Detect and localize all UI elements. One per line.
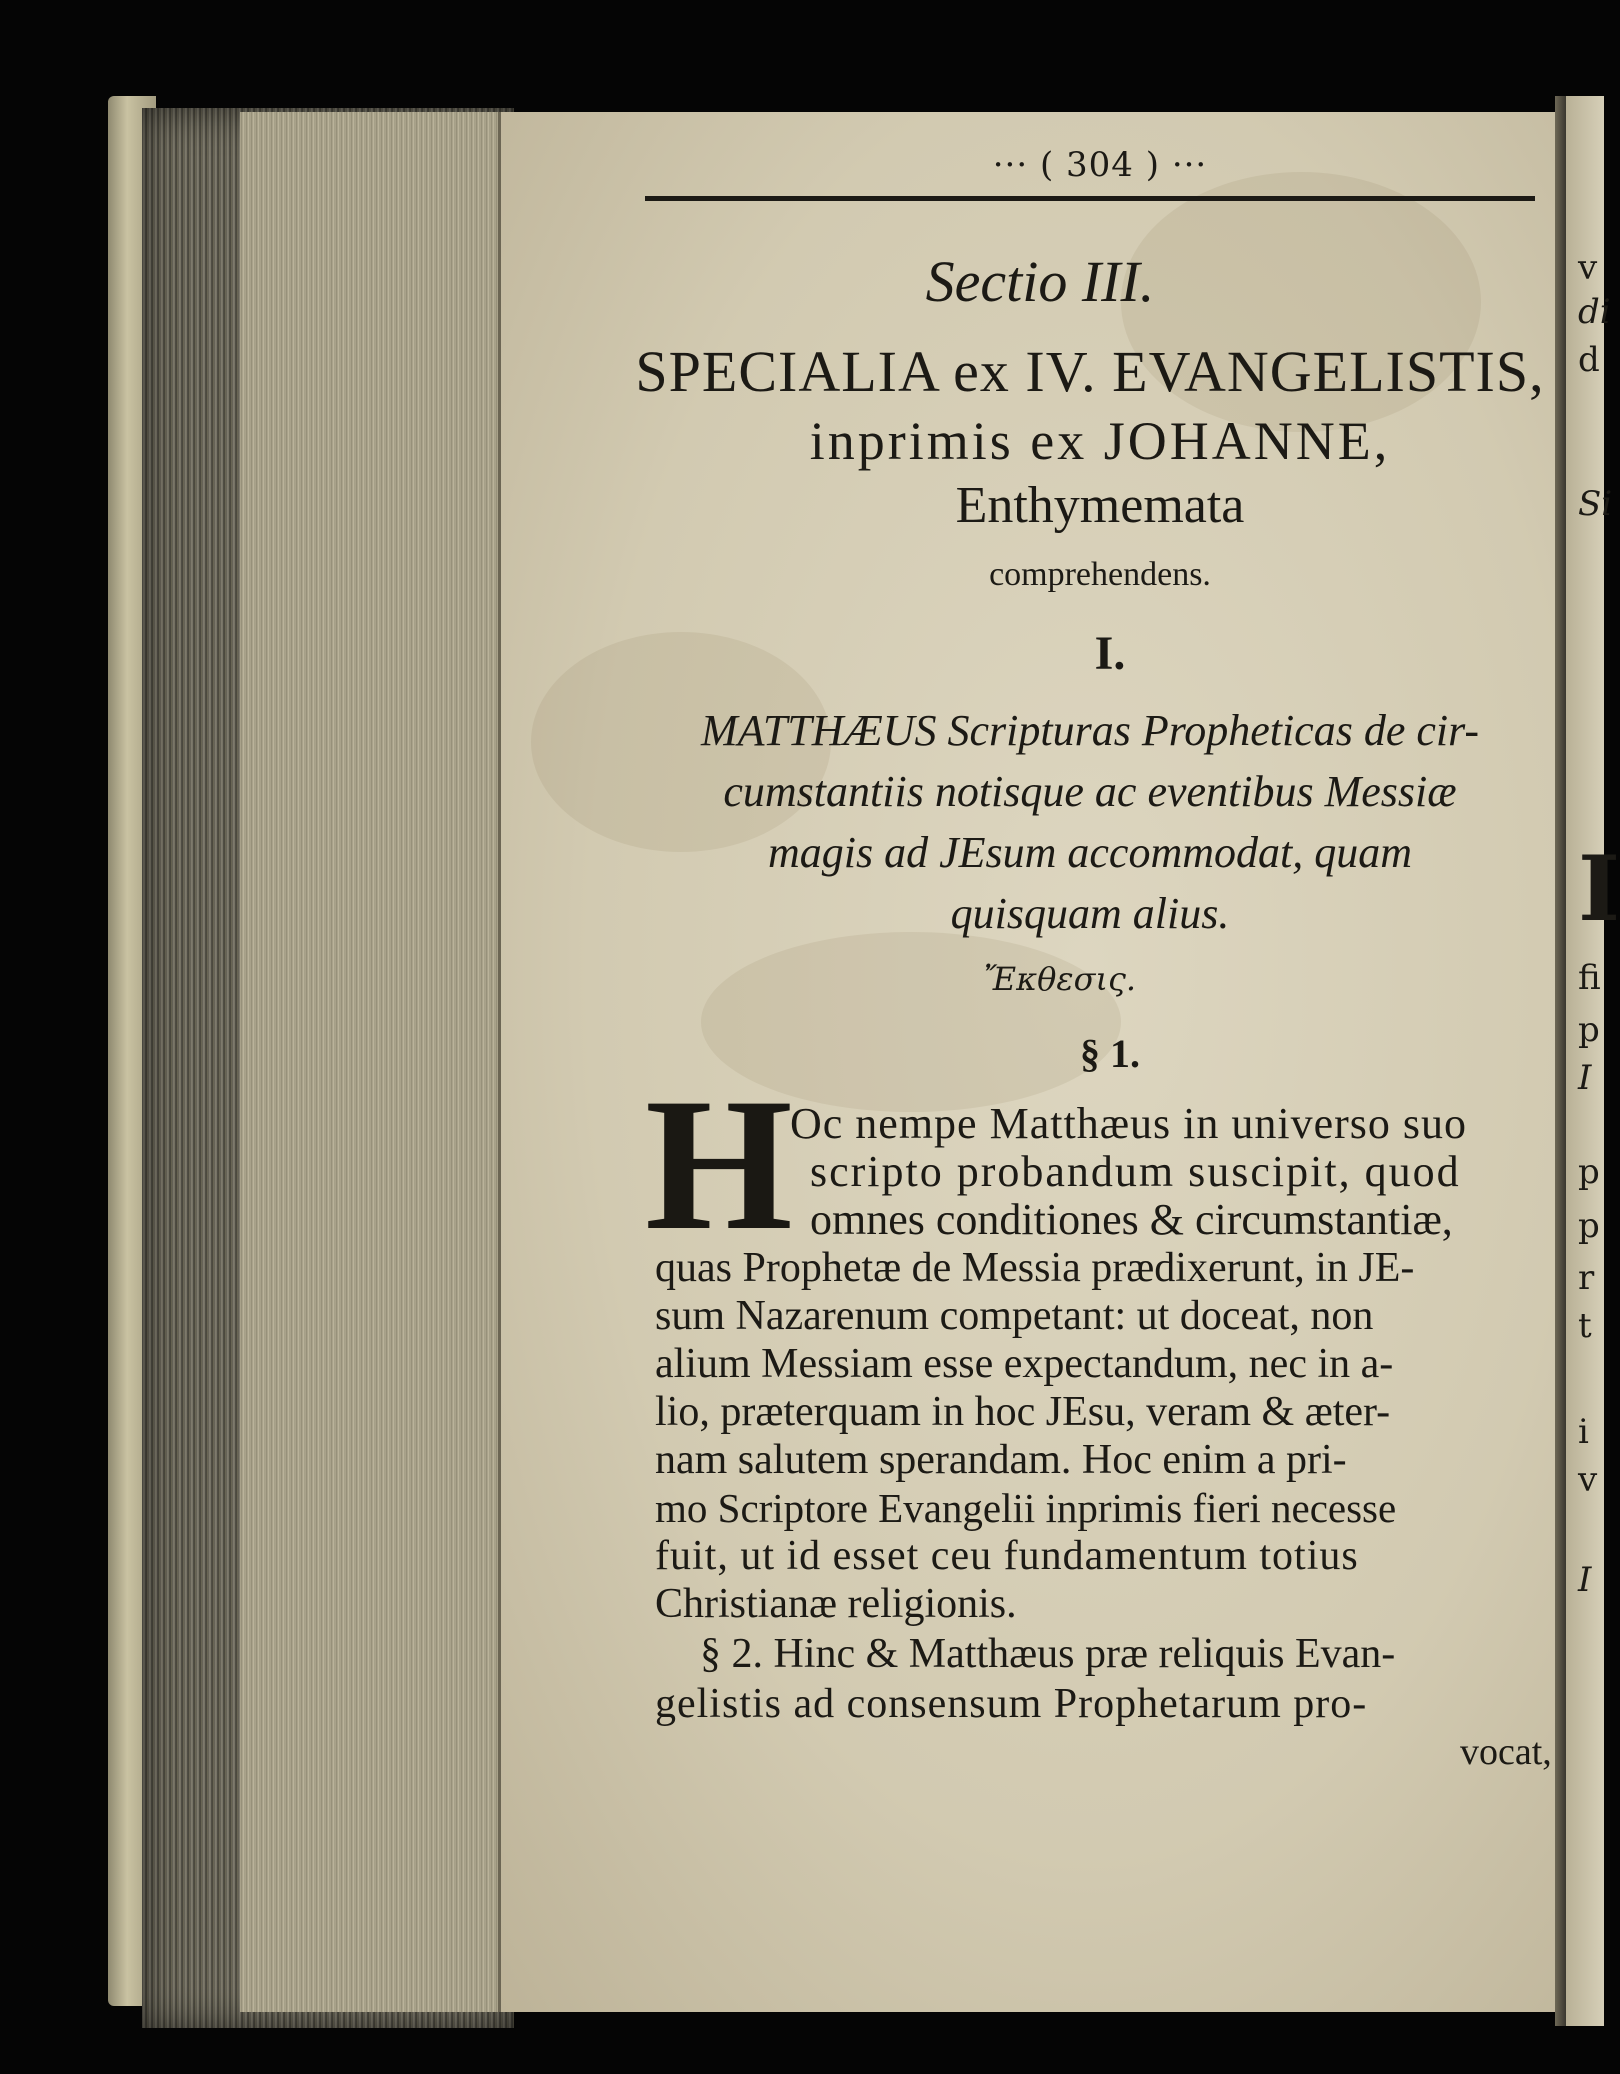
facing-page-fragment: t [1578,1306,1592,1346]
body-line: quas Prophetæ de Messia prædixerunt, in JE- [655,1245,1415,1291]
facing-page-fragment: p [1578,1206,1600,1246]
facing-page-fragment: p [1578,1010,1600,1050]
facing-page-fragment: v [1578,248,1598,288]
thesis-line: magis ad JEsum accommodat, quam [767,828,1413,877]
title-line-3: Enthymemata [955,477,1245,534]
body-line: § 2. Hinc & Matthæus præ reliquis Evan- [700,1631,1396,1677]
facing-page-fragment: fi [1578,958,1601,998]
thesis-line: MATTHÆUS Scripturas Propheticas de cir- [700,706,1480,755]
facing-page-fragment: Si [1578,484,1613,524]
body-line: Oc nempe Matthæus in universo suo [790,1099,1468,1148]
header-rule [645,196,1535,201]
paragraph-mark: § 1. [1080,1031,1140,1076]
body-line: scripto probandum suscipit, quod [810,1147,1461,1196]
body-line: sum Nazarenum competant: ut doceat, non [655,1293,1374,1339]
facing-page-fragment: I [1578,1560,1592,1600]
catchword: vocat, [1460,1731,1552,1773]
body-line: nam salutem sperandam. Hoc enim a pri- [655,1437,1347,1483]
facing-page-fragment: r [1578,1258,1595,1298]
body-line: Christianæ religionis. [655,1581,1017,1627]
facing-page-fragment: p [1578,1152,1600,1192]
body-line: gelistis ad consensum Prophetarum pro- [655,1681,1368,1727]
facing-page-fragment: i [1578,1412,1589,1452]
body-line: omnes conditiones & circumstantiæ, [810,1195,1453,1244]
facing-page-fragment: di [1578,292,1611,332]
section-heading: Sectio III. [925,249,1155,314]
ekthesis-label: Ἔκθεσις. [983,960,1137,998]
facing-page-fragment: I [1578,1058,1592,1098]
page-number-header: ··· ( 304 ) ··· [992,145,1208,185]
thesis-line: quisquam alius. [950,889,1230,938]
thesis-line: cumstantiis notisque ac eventibus Messiæ [723,767,1457,816]
title-line-4: comprehendens. [989,556,1211,593]
body-line: alium Messiam esse expectandum, nec in a- [655,1341,1394,1387]
body-line: lio, præterquam in hoc JEsu, veram & æter- [655,1389,1391,1435]
facing-page-fragment: d [1578,340,1600,380]
thesis-number: I. [1094,627,1126,680]
page-edges-inner [240,112,510,2012]
facing-page-fragment: I [1578,836,1620,942]
drop-cap: H [645,1060,793,1270]
title-line-2: inprimis ex JOHANNE, [809,411,1391,471]
thesis-text [645,700,1535,944]
facing-page-fragment: v [1578,1460,1598,1500]
body-line: fuit, ut id esset ceu fundamentum totius [655,1533,1359,1579]
title-line-1: SPECIALIA ex IV. EVANGELISTIS, [635,339,1545,404]
body-line: mo Scriptore Evangelii inprimis fieri necesse [655,1485,1397,1531]
